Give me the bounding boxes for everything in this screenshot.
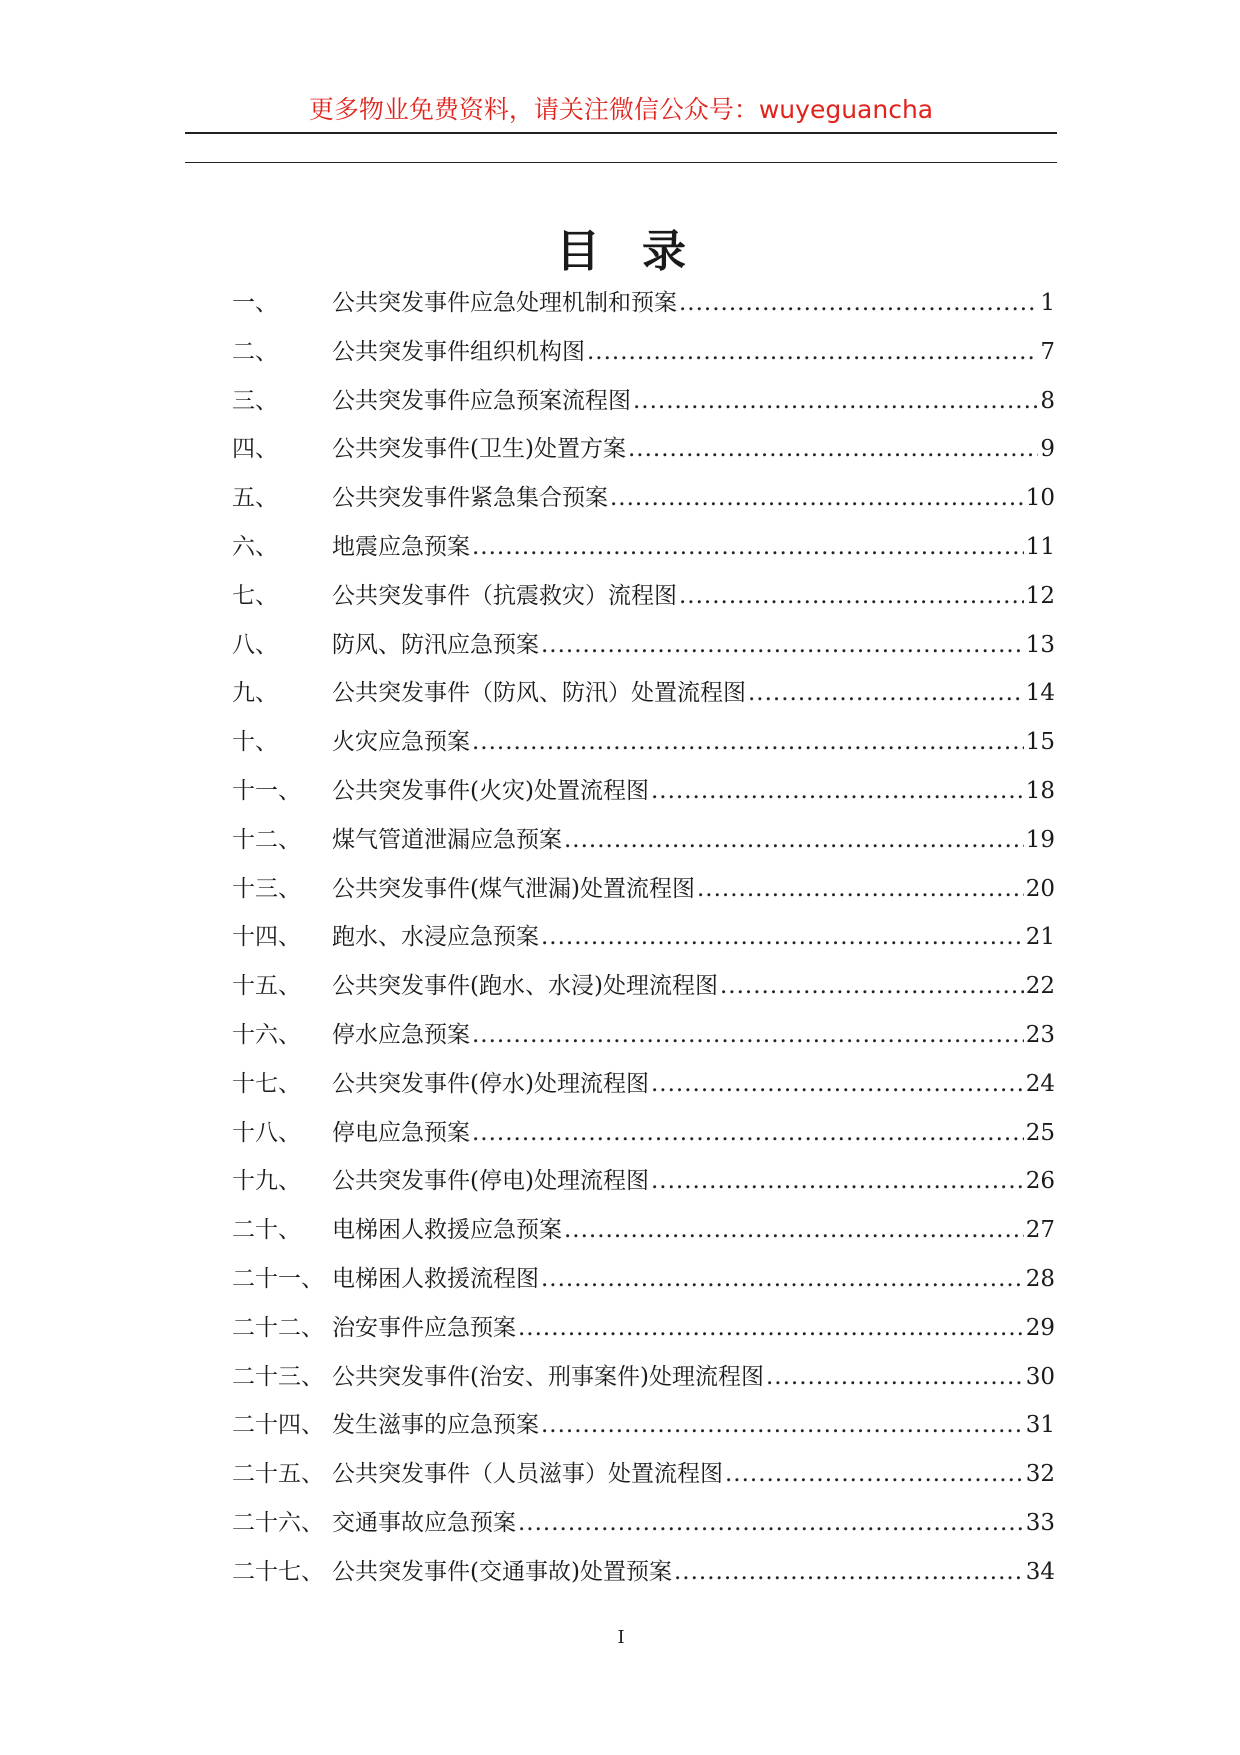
toc-entry-leader-dots xyxy=(472,1113,1024,1153)
toc-entry-page-number: 34 xyxy=(1025,1558,1055,1585)
toc-entry-title: 公共突发事件(停电)处理流程图 xyxy=(332,1168,649,1195)
toc-entry-page-number: 23 xyxy=(1025,1021,1055,1048)
toc-entry-title: 治安事件应急预案 xyxy=(332,1314,516,1341)
toc-entry-leader-dots xyxy=(610,478,1024,518)
toc-entry-number: 二十三、 xyxy=(232,1363,324,1390)
toc-entry-title: 公共突发事件组织机构图 xyxy=(332,338,585,365)
toc-entry-leader-dots xyxy=(697,869,1024,909)
toc-entry-number: 一、 xyxy=(232,290,278,316)
toc-entry-leader-dots xyxy=(541,625,1024,665)
toc-entry-leader-dots xyxy=(720,966,1024,1006)
toc-entry-title: 电梯困人救援流程图 xyxy=(332,1265,539,1292)
header-rule-top xyxy=(185,132,1057,134)
page-title: 目录 xyxy=(556,226,728,277)
toc-entry-page-number: 11 xyxy=(1025,533,1055,560)
toc-entry[interactable] xyxy=(232,1161,1055,1210)
toc-entry-title: 地震应急预案 xyxy=(332,533,470,560)
toc-entry[interactable] xyxy=(232,820,1055,869)
toc-entry-number: 十、 xyxy=(232,729,278,756)
toc-entry-page-number: 1 xyxy=(1040,290,1055,316)
toc-entry-number: 二十一、 xyxy=(232,1265,324,1292)
toc-entry-title: 公共突发事件(煤气泄漏)处置流程图 xyxy=(332,875,695,902)
toc-entry-page-number: 7 xyxy=(1040,338,1055,365)
table-of-contents xyxy=(232,283,1055,1601)
toc-entry-number: 三、 xyxy=(232,387,278,414)
toc-entry-leader-dots xyxy=(674,1552,1024,1592)
toc-entry-leader-dots xyxy=(564,1210,1024,1250)
toc-entry-leader-dots xyxy=(472,722,1024,762)
toc-entry-number: 十六、 xyxy=(232,1021,301,1048)
toc-entry-leader-dots xyxy=(628,429,1038,469)
toc-entry-title: 停电应急预案 xyxy=(332,1119,470,1146)
toc-entry-leader-dots xyxy=(564,820,1024,860)
header-note: 更多物业免费资料，请关注微信公众号：wuyeguancha xyxy=(308,95,934,124)
toc-entry-page-number: 24 xyxy=(1025,1070,1055,1097)
toc-entry-page-number: 12 xyxy=(1025,582,1055,609)
toc-entry-leader-dots xyxy=(679,283,1038,323)
toc-entry-number: 五、 xyxy=(232,485,278,512)
toc-entry-page-number: 14 xyxy=(1025,680,1055,707)
toc-entry-leader-dots xyxy=(748,673,1024,713)
toc-entry[interactable] xyxy=(232,771,1055,820)
toc-entry-title: 公共突发事件(治安、刑事案件)处理流程图 xyxy=(332,1363,764,1390)
toc-entry-page-number: 29 xyxy=(1025,1314,1055,1341)
toc-entry-page-number: 18 xyxy=(1025,777,1055,804)
toc-entry-number: 七、 xyxy=(232,582,278,609)
toc-entry-page-number: 33 xyxy=(1025,1509,1055,1536)
toc-entry-page-number: 32 xyxy=(1025,1461,1055,1488)
toc-entry-page-number: 27 xyxy=(1025,1217,1055,1244)
toc-entry-number: 八、 xyxy=(232,631,278,658)
toc-entry-leader-dots xyxy=(472,527,1024,567)
toc-entry-number: 二、 xyxy=(232,338,278,365)
toc-entry-page-number: 19 xyxy=(1025,826,1055,853)
toc-entry[interactable] xyxy=(232,283,1055,332)
toc-entry-number: 十五、 xyxy=(232,973,301,1000)
toc-entry[interactable] xyxy=(232,1552,1055,1601)
toc-entry-number: 十一、 xyxy=(232,777,301,804)
toc-entry-number: 十三、 xyxy=(232,875,301,902)
toc-entry-page-number: 30 xyxy=(1025,1363,1055,1390)
toc-entry-number: 二十、 xyxy=(232,1217,301,1244)
toc-entry-leader-dots xyxy=(541,1259,1024,1299)
toc-entry-leader-dots xyxy=(633,381,1038,421)
toc-entry-title: 电梯困人救援应急预案 xyxy=(332,1217,562,1244)
toc-entry[interactable] xyxy=(232,917,1055,966)
toc-entry-leader-dots xyxy=(587,332,1038,372)
toc-entry-number: 二十四、 xyxy=(232,1412,324,1439)
toc-entry[interactable] xyxy=(232,1210,1055,1259)
toc-entry-number: 十九、 xyxy=(232,1168,301,1195)
toc-entry-number: 四、 xyxy=(232,436,278,463)
toc-entry-number: 二十二、 xyxy=(232,1314,324,1341)
toc-entry-leader-dots xyxy=(766,1357,1024,1397)
toc-entry-title: 煤气管道泄漏应急预案 xyxy=(332,826,562,853)
toc-entry-title: 公共突发事件(卫生)处置方案 xyxy=(332,436,626,463)
toc-entry[interactable] xyxy=(232,527,1055,576)
toc-entry[interactable] xyxy=(232,1259,1055,1308)
toc-entry-page-number: 20 xyxy=(1025,875,1055,902)
toc-entry-page-number: 8 xyxy=(1040,387,1055,414)
toc-entry-title: 跑水、水浸应急预案 xyxy=(332,924,539,951)
toc-entry-leader-dots xyxy=(472,1015,1024,1055)
toc-entry-number: 十二、 xyxy=(232,826,301,853)
toc-entry-leader-dots xyxy=(679,576,1024,616)
toc-entry[interactable] xyxy=(232,429,1055,478)
toc-entry[interactable] xyxy=(232,1357,1055,1406)
toc-entry-page-number: 9 xyxy=(1040,436,1055,463)
toc-entry[interactable] xyxy=(232,1015,1055,1064)
toc-entry-page-number: 28 xyxy=(1025,1265,1055,1292)
toc-entry-leader-dots xyxy=(651,771,1024,811)
toc-entry-leader-dots xyxy=(725,1454,1024,1494)
toc-entry[interactable] xyxy=(232,673,1055,722)
toc-entry-title: 公共突发事件紧急集合预案 xyxy=(332,485,608,512)
toc-entry-title: 公共突发事件应急处理机制和预案 xyxy=(332,290,677,316)
toc-entry-page-number: 15 xyxy=(1025,729,1055,756)
toc-entry[interactable] xyxy=(232,1308,1055,1357)
toc-entry[interactable] xyxy=(232,869,1055,918)
toc-entry-number: 十七、 xyxy=(232,1070,301,1097)
toc-entry-title: 发生滋事的应急预案 xyxy=(332,1412,539,1439)
toc-entry-number: 二十七、 xyxy=(232,1558,324,1585)
toc-entry-title: 公共突发事件（人员滋事）处置流程图 xyxy=(332,1461,723,1488)
toc-entry-number: 十八、 xyxy=(232,1119,301,1146)
toc-entry-leader-dots xyxy=(518,1503,1024,1543)
toc-entry-leader-dots xyxy=(518,1308,1024,1348)
toc-entry-title: 公共突发事件(交通事故)处置预案 xyxy=(332,1558,672,1585)
toc-entry-title: 公共突发事件(停水)处理流程图 xyxy=(332,1070,649,1097)
header-rule-bottom xyxy=(185,162,1057,163)
toc-entry-page-number: 13 xyxy=(1025,631,1055,658)
toc-entry[interactable] xyxy=(232,478,1055,527)
toc-entry-page-number: 31 xyxy=(1025,1412,1055,1439)
toc-entry-leader-dots xyxy=(651,1161,1024,1201)
toc-entry-leader-dots xyxy=(651,1064,1024,1104)
toc-entry-number: 二十五、 xyxy=(232,1461,324,1488)
toc-entry-title: 交通事故应急预案 xyxy=(332,1509,516,1536)
toc-entry[interactable] xyxy=(232,722,1055,771)
toc-entry-number: 九、 xyxy=(232,680,278,707)
toc-entry[interactable] xyxy=(232,1113,1055,1162)
toc-entry-title: 公共突发事件(跑水、水浸)处理流程图 xyxy=(332,973,718,1000)
toc-entry[interactable] xyxy=(232,576,1055,625)
toc-entry-title: 火灾应急预案 xyxy=(332,729,470,756)
toc-entry-number: 二十六、 xyxy=(232,1509,324,1536)
toc-entry-number: 六、 xyxy=(232,533,278,560)
toc-entry-leader-dots xyxy=(541,1405,1024,1445)
toc-entry[interactable] xyxy=(232,625,1055,674)
toc-entry[interactable] xyxy=(232,1454,1055,1503)
toc-entry-title: 公共突发事件（防风、防汛）处置流程图 xyxy=(332,680,746,707)
footer-page-number: I xyxy=(617,1627,625,1648)
toc-entry-title: 公共突发事件(火灾)处置流程图 xyxy=(332,777,649,804)
toc-entry[interactable] xyxy=(232,1405,1055,1454)
toc-entry-page-number: 26 xyxy=(1025,1168,1055,1195)
toc-entry-leader-dots xyxy=(541,917,1024,957)
toc-entry[interactable] xyxy=(232,966,1055,1015)
toc-entry-page-number: 10 xyxy=(1025,485,1055,512)
toc-entry-page-number: 22 xyxy=(1025,973,1055,1000)
toc-entry[interactable] xyxy=(232,1064,1055,1113)
toc-entry-title: 停水应急预案 xyxy=(332,1021,470,1048)
toc-entry-page-number: 21 xyxy=(1025,924,1055,951)
toc-entry[interactable] xyxy=(232,381,1055,430)
toc-entry-title: 防风、防汛应急预案 xyxy=(332,631,539,658)
toc-entry-title: 公共突发事件（抗震救灾）流程图 xyxy=(332,582,677,609)
toc-entry-title: 公共突发事件应急预案流程图 xyxy=(332,387,631,414)
toc-entry-page-number: 25 xyxy=(1025,1119,1055,1146)
toc-entry[interactable] xyxy=(232,1503,1055,1552)
toc-entry[interactable] xyxy=(232,332,1055,381)
toc-entry-number: 十四、 xyxy=(232,924,301,951)
